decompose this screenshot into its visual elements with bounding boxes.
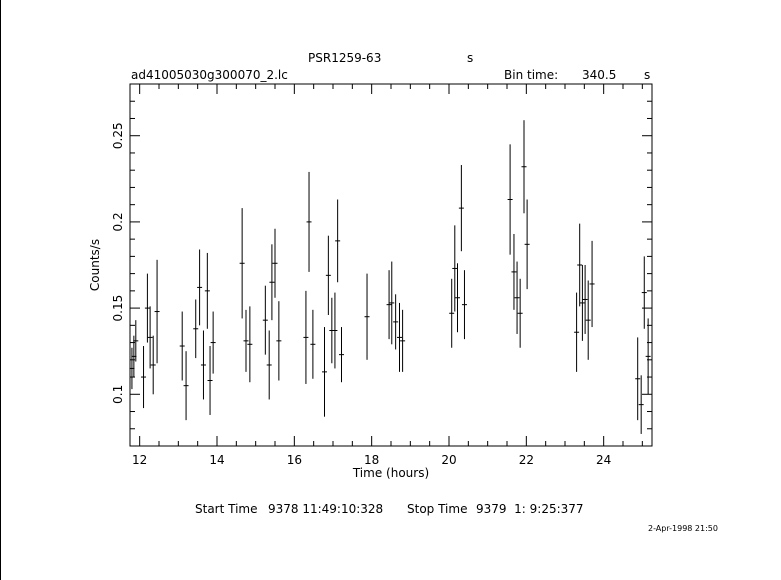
bin-time-unit: s <box>644 68 651 82</box>
bin-time-value: 340.5 <box>582 68 617 82</box>
data-point <box>642 256 647 328</box>
data-point <box>145 274 150 343</box>
stop-time-value: 9379 1: 9:25:377 <box>476 502 584 516</box>
data-point <box>211 312 216 374</box>
x-tick-label: 14 <box>209 453 225 467</box>
plot-frame <box>130 84 652 446</box>
data-point <box>583 265 588 334</box>
data-points <box>129 120 650 434</box>
data-point <box>240 208 245 318</box>
start-time-label: Start Time <box>195 502 258 516</box>
data-point <box>205 253 210 329</box>
data-point <box>590 241 595 327</box>
data-point <box>580 265 585 341</box>
data-point <box>452 225 457 311</box>
data-point <box>335 199 340 282</box>
stop-time-label: Stop Time <box>407 502 468 516</box>
data-point <box>449 279 454 348</box>
x-tick-label: 24 <box>596 453 612 467</box>
data-point <box>462 270 467 339</box>
y-tick-label: 0.25 <box>111 122 125 150</box>
x-tick-label: 12 <box>132 453 148 467</box>
data-point <box>515 262 520 334</box>
data-point <box>326 236 331 315</box>
data-point <box>577 224 582 307</box>
data-point <box>387 270 392 339</box>
object-name: PSR1259-63 <box>308 51 382 65</box>
data-point <box>511 234 516 310</box>
data-point <box>586 281 591 360</box>
data-point <box>208 346 213 415</box>
data-point <box>201 331 206 400</box>
data-point <box>269 244 274 320</box>
data-point <box>197 249 202 325</box>
data-point <box>508 144 513 254</box>
data-point <box>339 327 344 382</box>
data-point <box>148 306 153 368</box>
x-tick-label: 20 <box>441 453 457 467</box>
data-point <box>574 293 579 372</box>
object-unit: s <box>467 51 474 65</box>
data-point <box>518 279 523 348</box>
data-point <box>635 337 640 420</box>
data-point <box>267 331 272 400</box>
data-point <box>455 263 460 332</box>
x-tick-label: 18 <box>364 453 380 467</box>
start-time-value: 9378 11:49:10:328 <box>268 502 384 516</box>
date-stamp: 2-Apr-1998 21:50 <box>648 524 718 533</box>
data-point <box>365 274 370 360</box>
x-axis-label: Time (hours) <box>352 466 430 480</box>
data-point <box>322 327 327 417</box>
data-point <box>332 293 337 369</box>
data-point <box>646 318 651 394</box>
filename-label: ad41005030g300070_2.lc <box>131 68 288 82</box>
data-point <box>459 165 464 251</box>
data-point <box>310 310 315 379</box>
x-tick-label: 22 <box>518 453 534 467</box>
data-point <box>180 312 185 381</box>
data-point <box>389 262 394 345</box>
data-point <box>247 306 252 382</box>
data-point <box>151 336 156 395</box>
data-point <box>193 299 198 358</box>
data-point <box>155 260 160 363</box>
data-point <box>276 301 281 380</box>
data-point <box>273 229 278 298</box>
y-tick-label: 0.2 <box>111 212 125 232</box>
data-point <box>141 346 146 408</box>
y-tick-label: 0.1 <box>111 384 125 404</box>
y-axis-label: Counts/s <box>88 238 102 292</box>
data-point <box>639 375 644 434</box>
data-point <box>525 199 530 289</box>
bin-time-label: Bin time: <box>504 68 559 82</box>
data-point <box>263 286 268 355</box>
data-point <box>400 310 405 372</box>
y-tick-label: 0.15 <box>111 294 125 322</box>
data-point <box>184 351 189 420</box>
data-point <box>303 291 308 384</box>
x-tick-label: 16 <box>286 453 302 467</box>
data-point <box>244 310 249 372</box>
data-point <box>307 172 312 272</box>
axis-ticks <box>130 84 652 446</box>
data-point <box>522 120 527 213</box>
data-point <box>397 303 402 372</box>
